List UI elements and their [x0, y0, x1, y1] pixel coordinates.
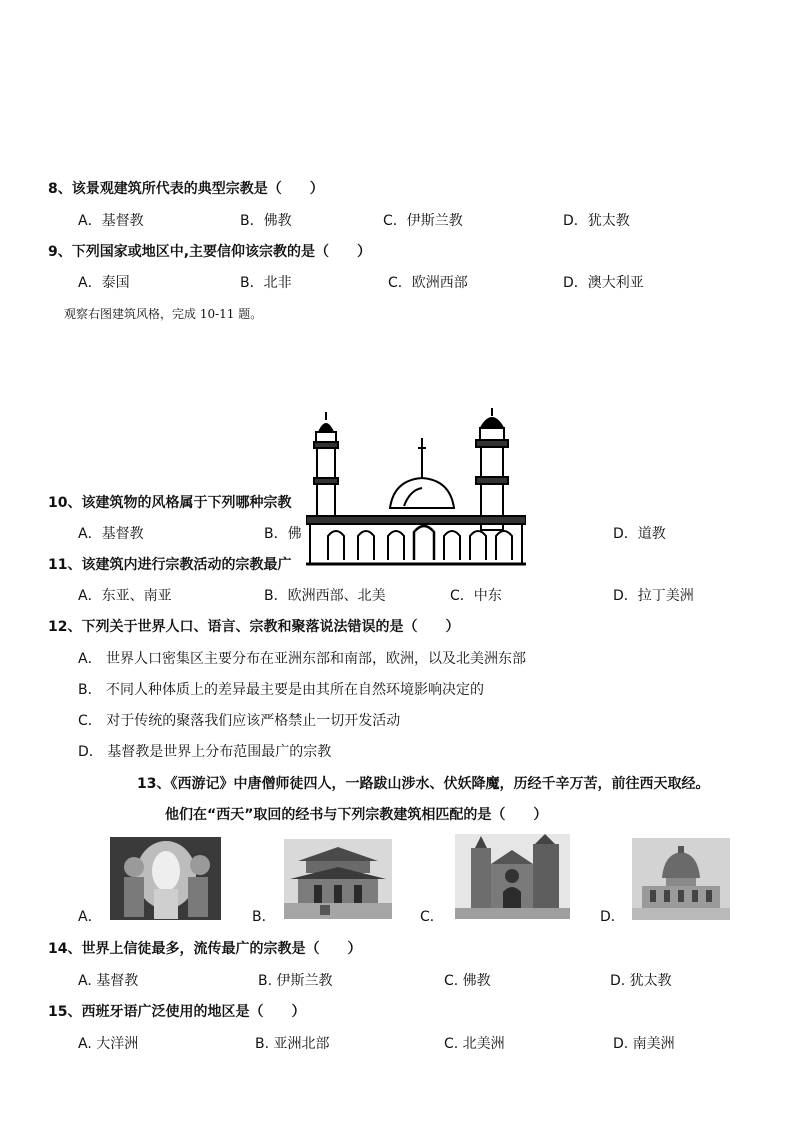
- question-9-option-a: A．泰国: [78, 275, 130, 291]
- option-d-dome-of-the-rock-image: [632, 838, 730, 920]
- question-14-option-c: C. 佛教: [444, 973, 491, 989]
- question-8-option-b: B．佛教: [240, 213, 292, 229]
- question-8-stem: 8、该景观建筑所代表的典型宗教是（ ）: [48, 181, 324, 197]
- question-12-option-d: D． 基督教是世界上分布范围最广的宗教: [78, 744, 332, 760]
- question-9-option-c: C．欧洲西部: [388, 275, 468, 291]
- question-12-option-a: A． 世界人口密集区主要分布在亚洲东部和南部，欧洲，以及北美洲东部: [78, 651, 527, 667]
- question-8-option-a: A．基督教: [78, 213, 144, 229]
- option-b-chinese-temple-image: [284, 839, 392, 919]
- question-8-option-d: D．犹太教: [563, 213, 630, 229]
- question-14-option-b: B. 伊斯兰教: [258, 973, 333, 989]
- question-13-option-d: D．: [600, 909, 625, 925]
- question-13-stem-line2: 他们在“西天”取回的经书与下列宗教建筑相匹配的是（ ）: [165, 807, 548, 823]
- instruction-note: 观察右图建筑风格，完成 10-11 题。: [64, 307, 263, 321]
- question-11-option-b: B．欧洲西部、北美: [264, 588, 386, 604]
- question-9-option-b: B．北非: [240, 275, 292, 291]
- question-11-option-d: D．拉丁美洲: [613, 588, 694, 604]
- option-c-gothic-cathedral-image: [455, 834, 570, 919]
- question-14-option-d: D. 犹太教: [610, 973, 672, 989]
- question-10-option-a: A．基督教: [78, 526, 144, 542]
- question-11-option-c: C．中东: [450, 588, 502, 604]
- question-15-option-a: A. 大洋洲: [78, 1036, 139, 1052]
- option-a-religious-painting-image: [110, 837, 221, 920]
- question-9-option-d: D．澳大利亚: [563, 275, 644, 291]
- question-13-option-a: A．: [78, 909, 102, 925]
- question-12-option-c: C． 对于传统的聚落我们应该严格禁止一切开发活动: [78, 713, 401, 729]
- question-11-option-a: A．东亚、南亚: [78, 588, 172, 604]
- mosque-illustration: [306, 408, 526, 570]
- question-15-option-d: D. 南美洲: [613, 1036, 675, 1052]
- question-15-stem: 15、西班牙语广泛使用的地区是（ ）: [48, 1004, 306, 1020]
- question-12-option-b: B． 不同人种体质上的差异最主要是由其所在自然环境影响决定的: [78, 682, 485, 698]
- question-15-option-c: C. 北美洲: [444, 1036, 505, 1052]
- question-13-option-b: B．: [252, 909, 276, 925]
- question-10-option-d: D．道教: [613, 526, 666, 542]
- question-14-stem: 14、世界上信徒最多，流传最广的宗教是（ ）: [48, 941, 362, 957]
- question-8-option-c: C．伊斯兰教: [383, 213, 463, 229]
- question-10-option-b: B．佛: [264, 526, 302, 542]
- question-12-stem: 12、下列关于世界人口、语言、宗教和聚落说法错误的是（ ）: [48, 619, 460, 635]
- question-11-stem: 11、该建筑内进行宗教活动的宗教最广: [48, 557, 292, 573]
- question-15-option-b: B. 亚洲北部: [255, 1036, 330, 1052]
- question-14-option-a: A. 基督教: [78, 973, 139, 989]
- question-13-stem-line1: 13、《西游记》中唐僧师徒四人，一路跋山涉水、伏妖降魔，历经千辛万苦，前往西天取经。: [137, 776, 710, 792]
- question-9-stem: 9、下列国家或地区中,主要信仰该宗教的是（ ）: [48, 244, 372, 260]
- question-13-option-c: C．: [420, 909, 444, 925]
- question-10-stem: 10、该建筑物的风格属于下列哪种宗教: [48, 495, 292, 511]
